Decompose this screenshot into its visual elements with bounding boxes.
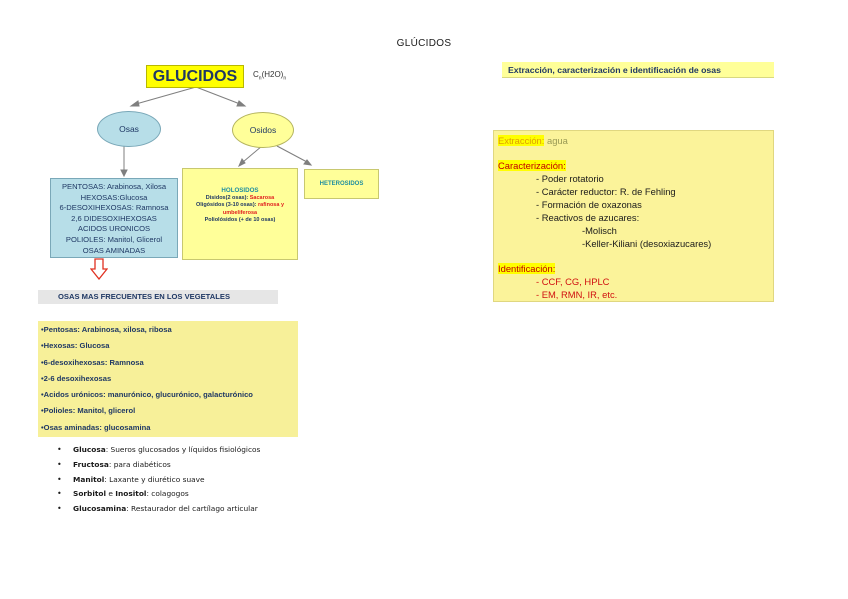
list-item: - Reactivos de azucares: [536,212,640,223]
osas-types-box [50,178,178,258]
osas-type: PENTOSAS: Arabinosa, Xilosa [61,182,167,191]
page-title: GLÚCIDOS [396,38,452,49]
holosidos-line: Oligósidos (3-10 osas): rafinosa y [195,202,285,208]
osas-node: Osas [97,111,161,147]
analysis-panel [493,130,774,302]
general-formula: $C_n(H2O)_n$ [253,70,287,82]
list-item: - Carácter reductor: R. de Fehling [536,186,676,197]
uses-list [57,445,260,519]
list-item: • Glucosa: Sueros glucosados y líquidos fisiológicos [57,445,260,460]
holosidos-line: Disidos(2 osas): Sacarosa [205,194,275,201]
down-arrow-icon [90,258,108,280]
holosidos-line: Poliolósidos (+ de 10 osas) [204,217,276,223]
osas-type: OSAS AMINADAS [82,245,146,255]
list-item: •Hexosas: Glucosa [41,341,110,351]
analysis-heading: Extracción, caracterización e identificación de osas [502,62,774,78]
list-item: - Formación de oxazonas [536,199,642,210]
osas-type: HEXOSAS:Glucosa [80,192,148,202]
holosidos-title: HOLOSIDOS [221,187,259,194]
osas-type: 2,6 DIDESOXIHEXOSAS [71,213,157,223]
heterosidos-box: HETEROSIDOS [304,169,379,199]
caracterizacion-label: Caracterización: [498,160,566,171]
osas-type: ACIDOS URONICOS [77,224,151,234]
list-item: - EM, RMN, IR, etc. [536,289,618,300]
list-item: - Poder rotatorio [536,173,604,184]
list-item: • Manitol: Laxante y diurético suave [57,475,260,490]
list-item: •Acidos urónicos: manurónico, glucurónico, galacturónico [41,390,253,400]
list-item: •6-desoxihexosas: Ramnosa [41,357,144,367]
osas-type: POLIOLES: Manitol, Glicerol [65,234,163,244]
extraccion-line: Extracción: agua [498,135,568,146]
identificacion-label: Identificación: [498,263,556,274]
list-item: •Osas aminadas: glucosamina [41,422,151,432]
list-item: -Keller-Kiliani (desoxiazucares) [582,238,712,249]
holosidos-box [182,168,298,260]
frequent-osas-heading: OSAS MAS FRECUENTES EN LOS VEGETALES [38,290,278,304]
list-item: - CCF, CG, HPLC [536,276,610,287]
list-item: •Polioles: Manitol, glicerol [41,406,136,416]
glucidos-title-box: GLUCIDOS [146,65,244,88]
list-item: • Sorbitol e Inositol: colagogos [57,489,260,504]
holosidos-line: umbeliferosa [222,209,258,216]
osas-type: 6-DESOXIHEXOSAS: Ramnosa [59,203,169,213]
osidos-node: Osidos [232,112,294,148]
list-item: -Molisch [582,225,617,236]
list-item: •Pentosas: Arabinosa, xilosa, ribosa [41,325,172,334]
frequent-osas-list [38,321,298,437]
list-item: • Glucosamina: Restaurador del cartílago articular [57,504,260,519]
list-item: •2-6 desoxihexosas [41,373,112,383]
list-item: • Fructosa: para diabéticos [57,460,260,475]
